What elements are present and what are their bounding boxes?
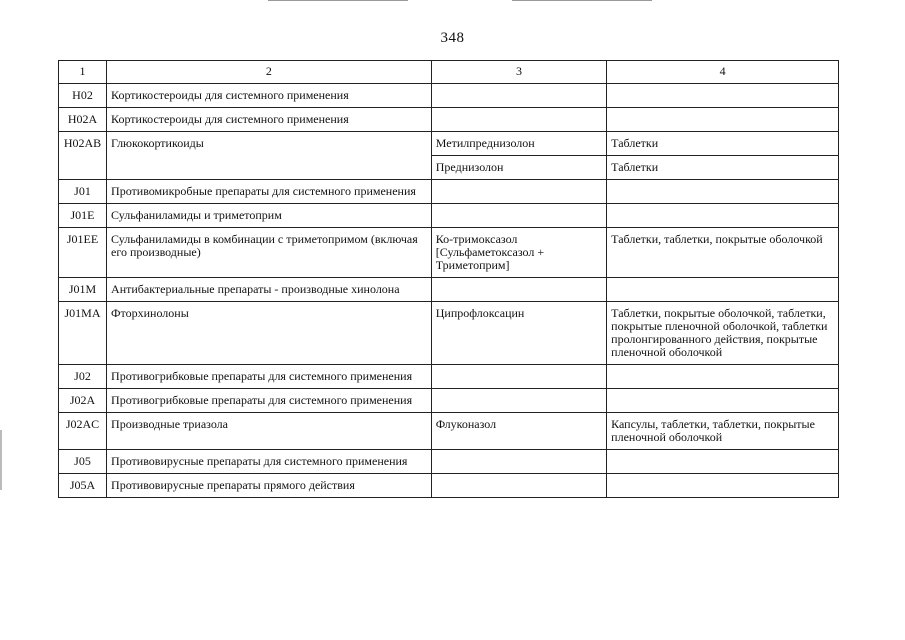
- page-number: 348: [440, 30, 465, 46]
- atc-code-cell: H02: [59, 84, 107, 108]
- atc-code-cell: J01MA: [59, 302, 107, 365]
- atc-code-cell: J01M: [59, 278, 107, 302]
- group-name-cell: Противогрибковые препараты для системного применения: [107, 389, 432, 413]
- dosage-form-cell: [607, 389, 839, 413]
- dosage-form-cell: [607, 108, 839, 132]
- atc-code-cell: J01: [59, 180, 107, 204]
- atc-code-cell: J02A: [59, 389, 107, 413]
- atc-code-cell: J02AC: [59, 413, 107, 450]
- drug-name-cell: [431, 84, 606, 108]
- group-name-cell: Производные триазола: [107, 413, 432, 450]
- column-header-3: 3: [431, 61, 606, 84]
- table-header-row: [59, 61, 839, 84]
- dosage-form-cell: Таблетки, таблетки, покрытые оболочкой: [607, 228, 839, 278]
- group-name-cell: Сульфаниламиды и триметоприм: [107, 204, 432, 228]
- atc-code-cell: J05A: [59, 474, 107, 498]
- dosage-form-cell: [607, 84, 839, 108]
- atc-code-cell: J01EE: [59, 228, 107, 278]
- table-row: [59, 84, 839, 108]
- table-row: [59, 204, 839, 228]
- column-header-4: 4: [607, 61, 839, 84]
- table-row: [59, 474, 839, 498]
- group-name-cell: Антибактериальные препараты - производные хинолона: [107, 278, 432, 302]
- column-header-1: 1: [59, 61, 107, 84]
- column-header-2: 2: [107, 61, 432, 84]
- dosage-form-cell: [607, 450, 839, 474]
- atc-code-cell: H02A: [59, 108, 107, 132]
- dosage-form-cell: Таблетки: [607, 156, 839, 180]
- dosage-form-cell: [607, 278, 839, 302]
- dosage-form-cell: Таблетки: [607, 132, 839, 156]
- table-row: [59, 132, 839, 156]
- atc-code-cell: J05: [59, 450, 107, 474]
- drug-name-cell: Ципрофлоксацин: [431, 302, 606, 365]
- drug-name-cell: [431, 278, 606, 302]
- drug-table: [58, 60, 839, 498]
- drug-name-cell: Метилпреднизолон: [431, 132, 606, 156]
- table-row: [59, 389, 839, 413]
- atc-code-cell: H02AB: [59, 132, 107, 180]
- table-row: [59, 228, 839, 278]
- drug-name-cell: [431, 204, 606, 228]
- group-name-cell: Противогрибковые препараты для системного применения: [107, 365, 432, 389]
- table-row: [59, 278, 839, 302]
- dosage-form-cell: [607, 180, 839, 204]
- group-name-cell: Противовирусные препараты для системного применения: [107, 450, 432, 474]
- drug-name-cell: [431, 450, 606, 474]
- group-name-cell: Сульфаниламиды в комбинации с триметопримом (включая его производные): [107, 228, 432, 278]
- dosage-form-cell: Таблетки, покрытые оболочкой, таблетки, покрытые пленочной оболочкой, таблетки пролонгированного действия, покрытые пленочной оболочкой: [607, 302, 839, 365]
- drug-name-cell: [431, 365, 606, 389]
- table-row: [59, 413, 839, 450]
- top-rule-left: [268, 0, 408, 1]
- atc-code-cell: J02: [59, 365, 107, 389]
- drug-name-cell: Флуконазол: [431, 413, 606, 450]
- dosage-form-cell: [607, 365, 839, 389]
- group-name-cell: Кортикостероиды для системного применения: [107, 84, 432, 108]
- group-name-cell: Противовирусные препараты прямого действия: [107, 474, 432, 498]
- dosage-form-cell: [607, 204, 839, 228]
- table-row: [59, 450, 839, 474]
- drug-name-cell: [431, 108, 606, 132]
- group-name-cell: Кортикостероиды для системного применения: [107, 108, 432, 132]
- atc-code-cell: J01E: [59, 204, 107, 228]
- scan-edge-mark: [0, 430, 2, 490]
- top-rule-right: [512, 0, 652, 1]
- drug-name-cell: [431, 474, 606, 498]
- group-name-cell: Глюкокортикоиды: [107, 132, 432, 180]
- group-name-cell: Фторхинолоны: [107, 302, 432, 365]
- drug-name-cell: Ко-тримоксазол [Сульфаметоксазол + Триметоприм]: [431, 228, 606, 278]
- table-row: [59, 365, 839, 389]
- table-row: [59, 302, 839, 365]
- group-name-cell: Противомикробные препараты для системного применения: [107, 180, 432, 204]
- drug-name-cell: [431, 389, 606, 413]
- table-row: [59, 180, 839, 204]
- table-row: [59, 108, 839, 132]
- dosage-form-cell: [607, 474, 839, 498]
- drug-name-cell: Преднизолон: [431, 156, 606, 180]
- dosage-form-cell: Капсулы, таблетки, таблетки, покрытые пленочной оболочкой: [607, 413, 839, 450]
- drug-name-cell: [431, 180, 606, 204]
